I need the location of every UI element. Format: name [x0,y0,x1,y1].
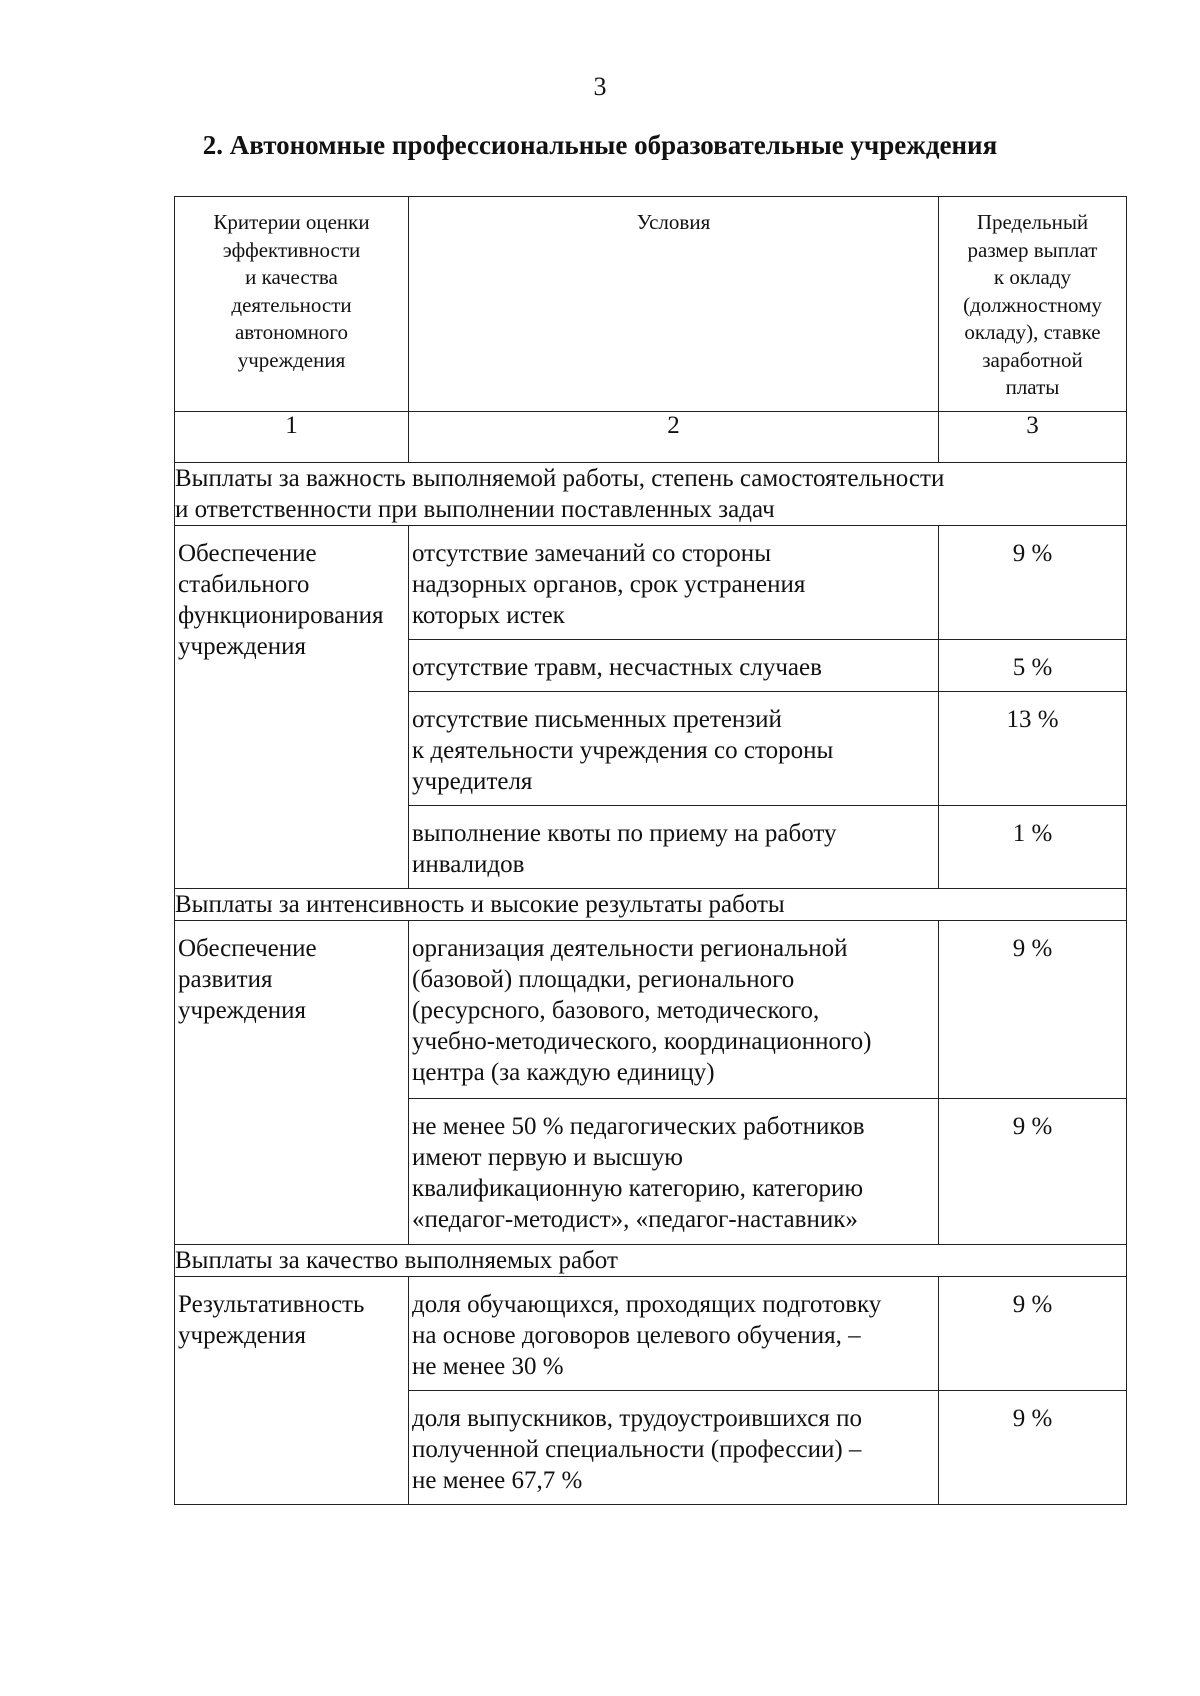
condition-line: учебно-методического, координационного) [412,1028,872,1055]
condition-line: выполнение квоты по приему на работу [412,820,837,847]
header-limit [939,197,1127,412]
condition-line: «педагог-методист», «педагог-наставник» [412,1206,858,1233]
header-criteria-line: деятельности [231,292,352,317]
condition-cell [409,692,939,806]
value-cell [939,1391,1127,1505]
header-limit-line: окладу), ставке [964,320,1101,344]
condition-line: имеют первую и высшую [412,1144,683,1171]
payment-value: 9 % [1012,935,1053,962]
header-criteria-line: Критерии оценки [213,210,370,234]
condition-line: организация деятельности региональной [412,935,848,962]
condition-line: отсутствие травм, несчастных случаев [412,654,822,681]
condition-line: квалификационную категорию, категорию [412,1175,864,1202]
condition-line: к деятельности учреждения со стороны [412,737,834,764]
column-number: 1 [175,412,409,463]
condition-line: не менее 67,7 % [412,1467,583,1494]
column-number: 2 [409,412,939,463]
criterion-line: Обеспечение [178,540,317,567]
criterion-line: учреждения [178,1322,307,1349]
value-cell [939,806,1127,889]
table-row [175,526,1127,640]
condition-cell [409,526,939,640]
payment-value: 1 % [1012,820,1053,847]
criterion-cell [175,1277,409,1505]
payment-value: 5 % [1012,654,1053,681]
header-criteria-line: эффективности [222,237,361,262]
section-title-row [175,1245,1127,1277]
header-conditions [409,197,939,412]
condition-line: доля обучающихся, проходящих подготовку [412,1291,882,1318]
header-conditions-label: Условия [636,210,711,234]
condition-cell [409,640,939,692]
section-title-row [175,889,1127,921]
criterion-cell [175,526,409,889]
condition-cell [409,921,939,1099]
condition-line: не менее 30 % [412,1353,564,1380]
condition-line: полученной специальности (профессии) – [412,1436,862,1463]
condition-line: инвалидов [412,851,525,878]
criterion-line: учреждения [178,997,307,1024]
condition-line: центра (за каждую единицу) [412,1059,715,1086]
criterion-line: Результативность [178,1291,365,1318]
condition-line: отсутствие замечаний со стороны [412,540,771,567]
criterion-line: функционирования [178,602,384,629]
payment-value: 13 % [1006,706,1059,733]
payment-value: 9 % [1012,540,1053,567]
value-cell [939,526,1127,640]
header-limit-line: (должностному [963,292,1102,317]
header-criteria-line: и качества [245,265,338,289]
condition-line: доля выпускников, трудоустроившихся по [412,1405,863,1432]
criterion-line: стабильного [178,571,310,598]
criterion-line: развития [178,966,273,993]
payment-value: 9 % [1012,1113,1053,1140]
criterion-cell [175,921,409,1245]
table-header-row [175,197,1127,412]
condition-cell [409,1277,939,1391]
condition-cell [409,806,939,889]
header-limit-line: к окладу [993,265,1072,289]
header-criteria-line: автономного [234,320,349,344]
condition-cell [409,1391,939,1505]
condition-line: (ресурсного, базового, методического, [412,997,820,1024]
header-limit-line: платы [1005,375,1060,399]
criterion-line: учреждения [178,633,307,660]
condition-line: не менее 50 % педагогических работников [412,1113,865,1140]
criterion-line: Обеспечение [178,935,317,962]
condition-line: на основе договоров целевого обучения, – [412,1322,861,1349]
condition-line: (базовой) площадки, регионального [412,966,795,993]
page-number: 3 [593,72,607,101]
value-cell [939,1277,1127,1391]
section-title-line: и ответственности при выполнении поставленных задач [175,496,775,523]
header-limit-line: заработной [982,347,1083,372]
page-title: 2. Автономные профессиональные образовательные учреждения [202,130,998,160]
condition-line: учредителя [412,768,533,795]
header-criteria [175,197,409,412]
section-title-line: Выплаты за интенсивность и высокие результаты работы [175,891,785,918]
section-title-row [175,463,1127,526]
condition-cell [409,1099,939,1245]
condition-line: надзорных органов, срок устранения [412,571,806,598]
payment-value: 9 % [1012,1291,1053,1318]
value-cell [939,921,1127,1099]
header-limit-line: размер выплат [967,237,1098,262]
table-row [175,1277,1127,1391]
value-cell [939,640,1127,692]
column-number: 3 [939,412,1127,463]
header-criteria-line: учреждения [237,347,346,372]
section-title [175,1245,1127,1277]
section-title [175,889,1127,921]
column-number-row [175,412,1127,463]
value-cell [939,1099,1127,1245]
criteria-table [174,196,1127,1505]
table-row [175,921,1127,1099]
header-limit-line: Предельный [976,210,1089,234]
value-cell [939,692,1127,806]
condition-line: отсутствие письменных претензий [412,706,782,733]
section-title-line: Выплаты за качество выполняемых работ [175,1247,618,1274]
payment-value: 9 % [1012,1405,1053,1432]
section-title [175,463,1127,526]
condition-line: которых истек [412,602,565,629]
section-title-line: Выплаты за важность выполняемой работы, степень самостоятельности [175,465,945,492]
